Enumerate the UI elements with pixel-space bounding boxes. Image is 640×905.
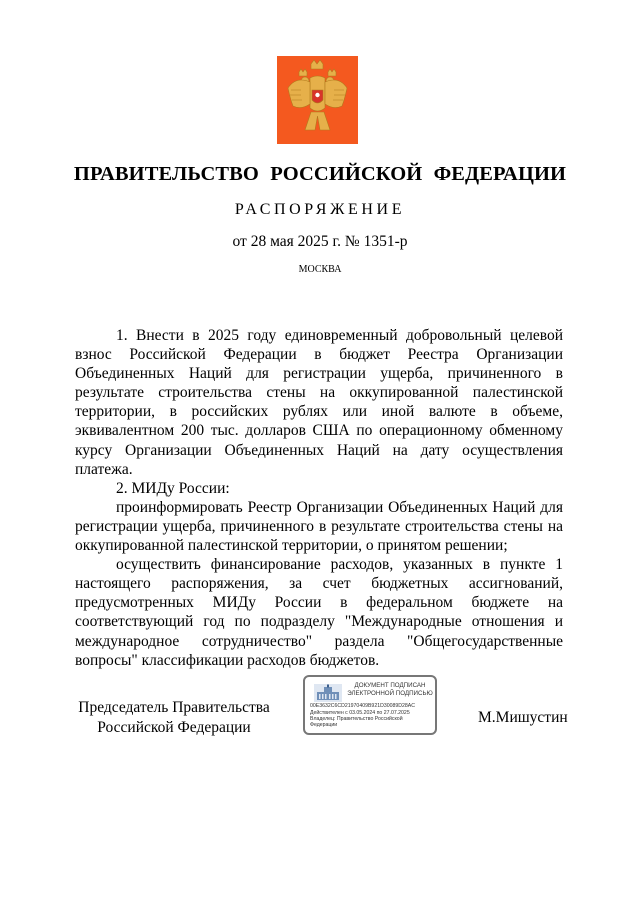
signatory-name: М.Мишустин: [478, 709, 568, 726]
document-body: [75, 326, 563, 670]
stamp-title-line2: ЭЛЕКТРОННОЙ ПОДПИСЬЮ: [347, 689, 433, 697]
document-city: МОСКВА: [298, 264, 342, 275]
stamp-title-line1: ДОКУМЕНТ ПОДПИСАН: [354, 682, 426, 689]
paragraph-2: 2. МИДу России:: [116, 479, 230, 497]
signatory-position-line2: Российской Федерации: [97, 718, 251, 736]
signatory-position-line1: Председатель Правительства: [78, 699, 270, 716]
government-title: ПРАВИТЕЛЬСТВО РОССИЙСКОЙ ФЕДЕРАЦИИ: [73, 163, 567, 185]
government-building-icon: [314, 684, 342, 702]
stamp-owner-line1: Владелец: Правительство Российской: [310, 716, 403, 722]
signatory-position: [74, 698, 274, 737]
paragraph-4: осуществить финансирование расходов, указанных в пункте 1 настоящего распоряжения, за счет бюджетных ассигнований, предусмотренных МИДу России в федеральном бюджете на соответствующий год по подразделу "Международные отношения и международное сотрудничество" раздела "Общегосударственные вопросы" классификации расходов бюджетов.: [75, 556, 563, 669]
stamp-certificate: 00E3632C6CD21970409B921D30089D28AC: [310, 703, 415, 709]
paragraph-3: проинформировать Реестр Организации Объединенных Наций для регистрации ущерба, причиненного в результате строительства стены на оккупированной палестинской территории, о принятом решении;: [75, 498, 563, 555]
paragraph-1: 1. Внести в 2025 году единовременный добровольный целевой взнос Российской Федерации в бюджет Реестра Организации Объединенных Наций для регистрации ущерба, причиненного в результате строительства стены на оккупированной палестинской территории, в российских рублях или иной валюте в объеме, эквивалентном 200 тыс. долларов США по операционному обменному курсу Организации Объединенных Наций на дату осуществления платежа.: [75, 327, 563, 478]
stamp-title: [345, 682, 435, 697]
coat-of-arms-icon: [277, 56, 358, 144]
electronic-signature-stamp: [303, 675, 437, 735]
document-date-number: от 28 мая 2025 г. № 1351-р: [232, 233, 408, 250]
stamp-validity: Действителен с 03.05.2024 по 27.07.2025: [310, 710, 410, 716]
stamp-owner-line2: Федерации: [310, 722, 338, 728]
document-type: РАСПОРЯЖЕНИЕ: [234, 201, 406, 218]
